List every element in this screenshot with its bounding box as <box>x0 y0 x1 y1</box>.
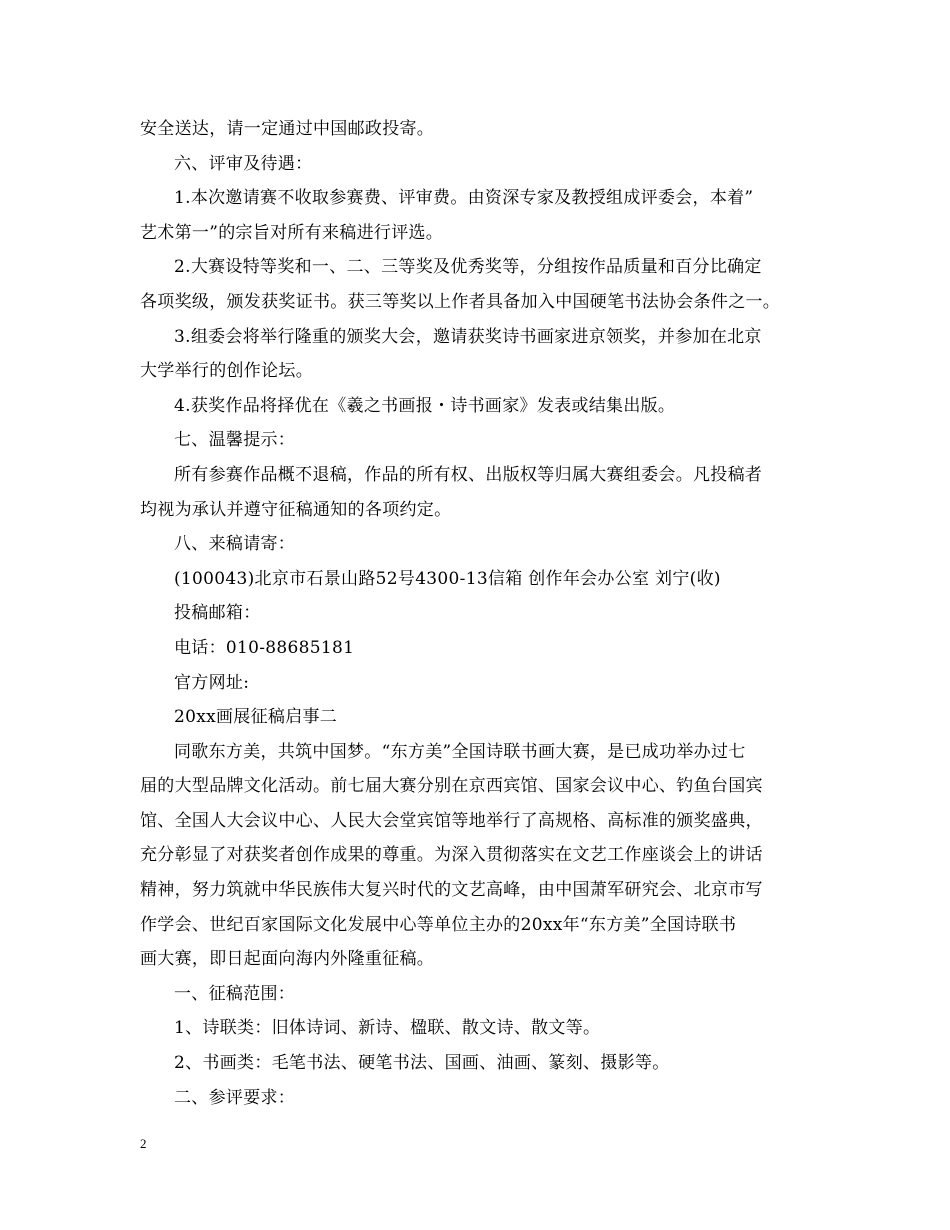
section-heading-7: 七、温馨提示： <box>174 430 296 451</box>
paragraph-line: 4.获奖作品将择优在《羲之书画报・诗书画家》发表或结集出版。 <box>174 395 676 416</box>
paragraph-line: 安全送达，请一定通过中国邮政投寄。 <box>140 119 435 139</box>
paragraph-line: 大学举行的创作论坛。 <box>140 361 313 382</box>
document-body <box>140 112 820 1115</box>
paragraph-line: 艺术第一”的宗旨对所有来稿进行评选。 <box>140 222 444 243</box>
paragraph-line: 3.组委会将举行隆重的颁奖大会，邀请获奖诗书画家进京领奖，并参加在北京 <box>174 326 762 347</box>
paragraph-line: 所有参赛作品概不退稿，作品的所有权、出版权等归属大赛组委会。凡投稿者 <box>174 464 763 485</box>
paragraph-line: 精神，努力筑就中华民族伟大复兴时代的文艺高峰，由中国萧军研究会、北京市写 <box>140 880 763 901</box>
section-heading-1: 一、征稿范围： <box>174 983 296 1004</box>
paragraph-line: 届的大型品牌文化活动。前七届大赛分别在京西宾馆、国家会议中心、钓鱼台国宾 <box>140 776 763 797</box>
official-website-label: 官方网址: <box>174 672 250 693</box>
section-heading-2: 二、参评要求： <box>174 1087 296 1108</box>
paragraph-line: 1.本次邀请赛不收取参赛费、评审费。由资深专家及教授组成评委会，本着” <box>174 188 754 209</box>
phone-number: 电话：010-88685181 <box>174 637 355 658</box>
paragraph-line: 馆、全国人大会议中心、人民大会堂宾馆等地举行了高规格、高标准的颁奖盛典， <box>140 810 763 831</box>
paragraph-line: 均视为承认并遵守征稿通知的各项约定。 <box>140 499 452 520</box>
section-heading-8: 八、来稿请寄： <box>174 534 296 555</box>
mailing-address: (100043)北京市石景山路52号4300-13信箱 创作年会办公室 刘宁(收) <box>174 568 721 589</box>
paragraph-line: 充分彰显了对获奖者创作成果的尊重。为深入贯彻落实在文艺工作座谈会上的讲话 <box>140 845 763 866</box>
paragraph-line: 画大赛，即日起面向海内外隆重征稿。 <box>140 949 435 970</box>
section-heading-6: 六、评审及待遇： <box>174 153 313 174</box>
paragraph-line: 各项奖级，颁发获奖证书。获三等奖以上作者具备加入中国硬笔书法协会条件之一。 <box>140 291 781 312</box>
notice-title: 20xx画展征稿启事二 <box>174 707 338 728</box>
page-number: 2 <box>140 1136 147 1151</box>
paragraph-line: 2.大赛设特等奖和一、二、三等奖及优秀奖等，分组按作品质量和百分比确定 <box>174 257 762 278</box>
paragraph-line: 作学会、世纪百家国际文化发展中心等单位主办的20xx年“东方美”全国诗联书 <box>140 914 737 935</box>
list-item: 2、书画类：毛笔书法、硬笔书法、国画、油画、篆刻、摄影等。 <box>174 1053 670 1074</box>
paragraph-line: 同歌东方美，共筑中国梦。“东方美”全国诗联书画大赛，是已成功举办过七 <box>174 741 746 762</box>
list-item: 1、诗联类：旧体诗词、新诗、楹联、散文诗、散文等。 <box>174 1018 601 1039</box>
submission-email-label: 投稿邮箱： <box>174 603 261 624</box>
